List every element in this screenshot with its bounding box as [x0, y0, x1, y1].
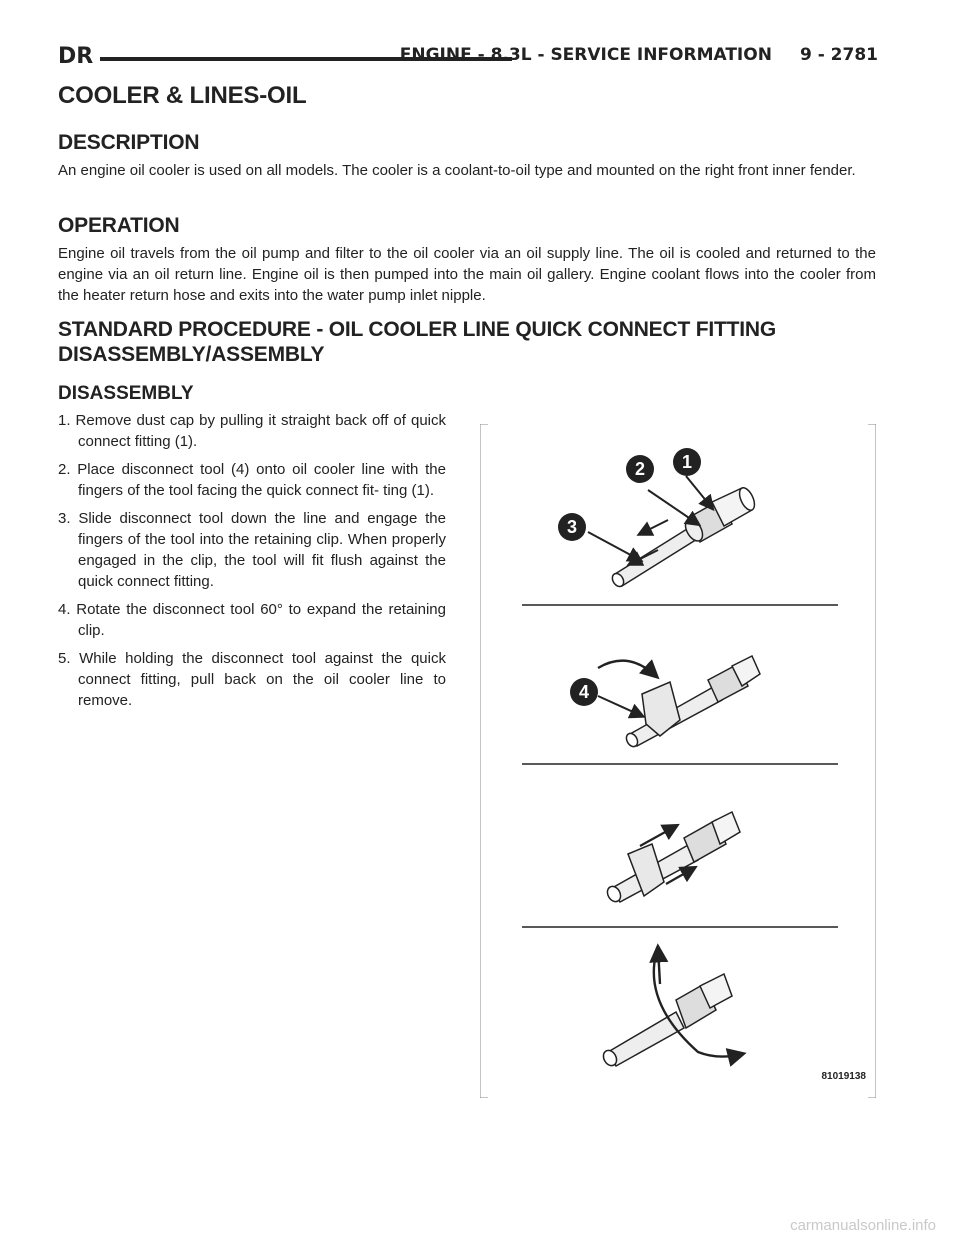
callout-1 [673, 448, 701, 476]
disassembly-steps [58, 410, 446, 718]
header-title: ENGINE - 8.3L - SERVICE INFORMATION [399, 45, 772, 65]
panel-2-tool [624, 656, 760, 749]
page-title: COOLER & LINES-OIL [58, 82, 307, 109]
callout-2-label: 2 [634, 459, 646, 479]
callout-4 [570, 678, 598, 706]
figure-drawing [480, 424, 876, 1098]
header-section-code: DR [58, 44, 94, 69]
step-4: 4. Rotate the disconnect tool 60° to expand the retaining clip. [58, 601, 446, 639]
description-heading: DESCRIPTION [58, 131, 200, 154]
header-page-number: 9 - 2781 [799, 45, 878, 65]
figure-id: 81019138 [821, 1071, 866, 1082]
step-5: 5. While holding the disconnect tool against the quick connect fitting, pull back on the oil cooler line to remove. [58, 650, 446, 709]
callout-3 [558, 513, 586, 541]
callout-3-label: 3 [566, 517, 578, 537]
callout-1-label: 1 [681, 452, 693, 472]
footer-watermark: carmanualsonline.info [790, 1217, 936, 1234]
header-title-group [400, 45, 878, 65]
description-text: An engine oil cooler is used on all models. The cooler is a coolant-to-oil type and mounted on the right front inner fender. [58, 162, 856, 179]
page-header [58, 44, 878, 74]
operation-text: Engine oil travels from the oil pump and filter to the oil cooler via an oil supply line. The oil is cooled and returned to the engine via an oil return line. Engine oil is then pumped into the main oil gallery. Engine coolant flows into the cooler from the heater return hose and exits into the water pump inlet nipple. [58, 245, 876, 304]
standard-procedure-heading-line2: DISASSEMBLY/ASSEMBLY [58, 343, 325, 366]
callout-2 [626, 455, 654, 483]
disassembly-heading: DISASSEMBLY [58, 383, 194, 404]
step-1: 1. Remove dust cap by pulling it straight back off of quick connect fitting (1). [58, 412, 446, 450]
operation-heading: OPERATION [58, 214, 180, 237]
panel-3-tool-engaged [605, 812, 740, 904]
callout-4-label: 4 [578, 682, 590, 702]
quick-connect-figure [480, 424, 876, 1098]
step-2: 2. Place disconnect tool (4) onto oil cooler line with the fingers of the tool facing the quick connect fit- ting (1). [58, 461, 446, 499]
panel-4-rotate [601, 974, 732, 1068]
step-3: 3. Slide disconnect tool down the line and engage the fingers of the tool into the retaining clip. When properly engaged in the clip, the tool will fit flush against the quick connect fitting. [58, 510, 446, 590]
standard-procedure-heading-line1: STANDARD PROCEDURE - OIL COOLER LINE QUICK CONNECT FITTING [58, 318, 776, 341]
panel-1-fitting [610, 486, 757, 589]
